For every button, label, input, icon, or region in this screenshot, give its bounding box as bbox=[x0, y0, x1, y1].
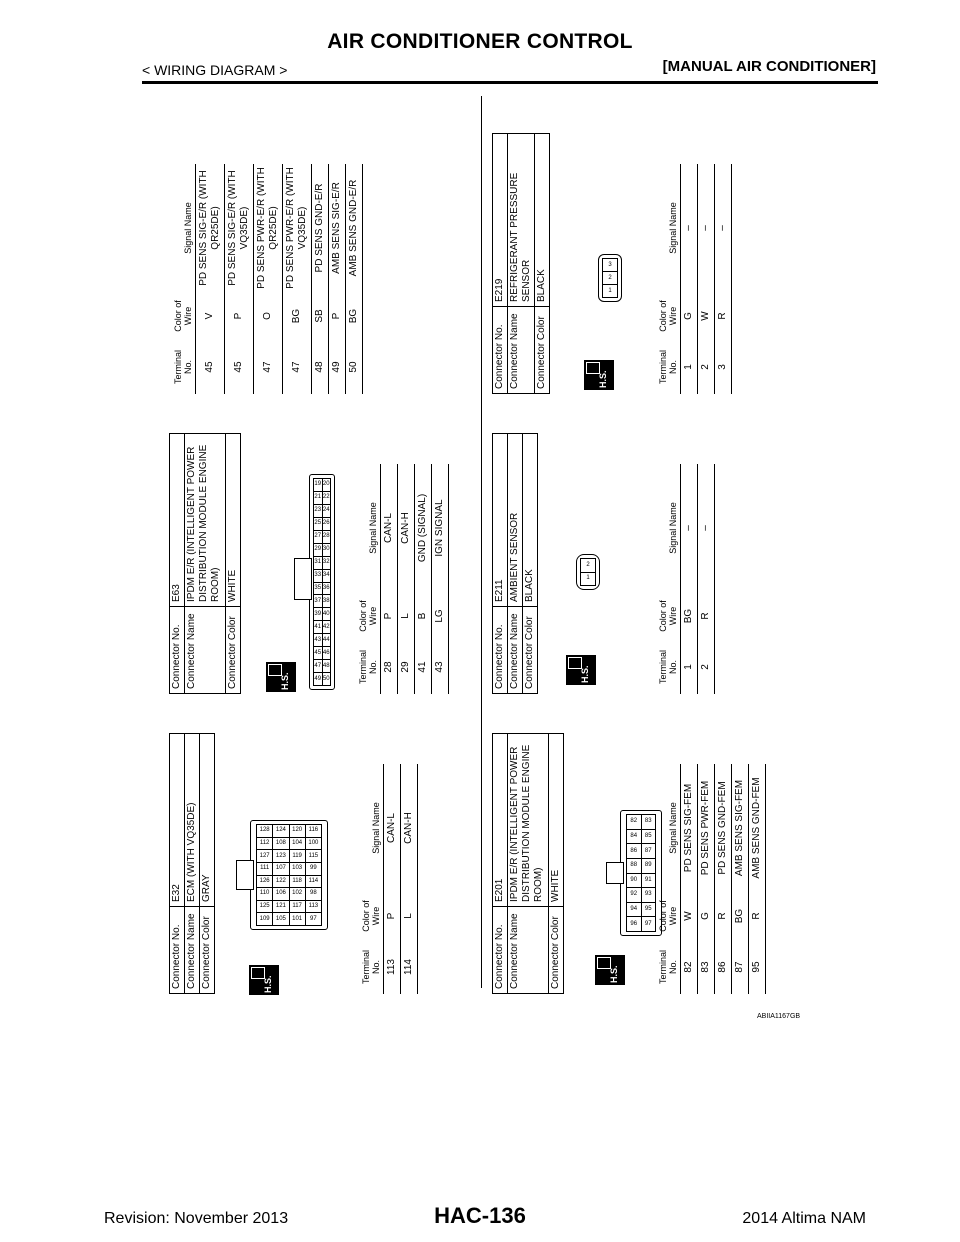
page-title: AIR CONDITIONER CONTROL bbox=[327, 30, 633, 53]
connector-pin: 21 bbox=[314, 492, 322, 504]
e211-color: BLACK bbox=[523, 434, 538, 607]
connector-pin: 109 bbox=[257, 913, 272, 925]
footer-revision: Revision: November 2013 bbox=[104, 1210, 289, 1227]
table-row bbox=[254, 164, 283, 394]
connector-pin: 111 bbox=[257, 863, 272, 875]
connector-pin: 36 bbox=[323, 583, 331, 595]
col-wire-color: Color of Wire bbox=[656, 292, 681, 340]
e201-name: IPDM E/R (INTELLIGENT POWER DISTRIBUTION MODULE ENGINE ROOM) bbox=[508, 734, 549, 907]
wire-color: R bbox=[749, 892, 766, 940]
connector-pin: 99 bbox=[306, 863, 321, 875]
connector-pin: 124 bbox=[273, 825, 288, 837]
connector-pin: 32 bbox=[323, 557, 331, 569]
e219-terminal-table bbox=[656, 164, 732, 394]
terminal-no: 47 bbox=[254, 340, 283, 394]
wire-color: R bbox=[715, 292, 732, 340]
label-connector-color: Connector Color bbox=[226, 607, 241, 694]
connector-pin: 117 bbox=[290, 901, 305, 913]
connector-pin: 44 bbox=[323, 634, 331, 646]
connector-pin: 105 bbox=[273, 913, 288, 925]
connector-pin: 24 bbox=[323, 505, 331, 517]
terminal-no: 28 bbox=[381, 640, 398, 694]
connector-pin: 125 bbox=[257, 901, 272, 913]
connector-pin: 93 bbox=[642, 888, 656, 902]
connector-pin: 33 bbox=[314, 570, 322, 582]
terminal-no: 1 bbox=[681, 640, 698, 694]
wire-color: P bbox=[381, 592, 398, 640]
connector-pin: 97 bbox=[642, 917, 656, 931]
col-signal-name: Signal Name bbox=[359, 764, 384, 892]
connector-pin: 50 bbox=[323, 673, 331, 685]
col-wire-color: Color of Wire bbox=[656, 892, 681, 940]
connector-pin: 85 bbox=[642, 830, 656, 844]
terminal-no: 2 bbox=[698, 640, 715, 694]
terminal-no: 48 bbox=[312, 340, 329, 394]
connector-pin: 128 bbox=[257, 825, 272, 837]
e32-no: E32 bbox=[170, 734, 185, 907]
wire-color: R bbox=[715, 892, 732, 940]
col-terminal-no: Terminal No. bbox=[359, 940, 384, 994]
col-wire-color: Color of Wire bbox=[171, 292, 196, 340]
harness-side-icon: H.S. bbox=[266, 662, 296, 692]
signal-name: AMB SENS SIG-FEM bbox=[732, 764, 749, 892]
table-row bbox=[283, 164, 312, 394]
col-terminal-no: Terminal No. bbox=[656, 340, 681, 394]
connector-pin: 120 bbox=[290, 825, 305, 837]
table-row bbox=[384, 764, 401, 994]
wire-color: L bbox=[401, 892, 418, 940]
connector-pin: 40 bbox=[323, 608, 331, 620]
table-row bbox=[398, 464, 415, 694]
signal-name: PD SENS GND-FEM bbox=[715, 764, 732, 892]
connector-pin: 127 bbox=[257, 850, 272, 862]
terminal-no: 86 bbox=[715, 940, 732, 994]
wire-color: R bbox=[698, 592, 715, 640]
e32-info-table bbox=[169, 733, 215, 994]
terminal-no: 1 bbox=[681, 340, 698, 394]
e211-terminal-table bbox=[656, 464, 715, 694]
connector-pin: 100 bbox=[306, 838, 321, 850]
wire-color: BG bbox=[681, 592, 698, 640]
table-row bbox=[196, 164, 225, 394]
connector-pin: 86 bbox=[627, 844, 641, 858]
table-row bbox=[681, 764, 698, 994]
table-row bbox=[698, 464, 715, 694]
e219-no: E219 bbox=[493, 134, 508, 307]
e219-name: REFRIGERANT PRESSURE SENSOR bbox=[508, 134, 535, 307]
e219-color: BLACK bbox=[535, 134, 550, 307]
label-connector-color: Connector Color bbox=[523, 607, 538, 694]
terminal-no: 45 bbox=[196, 340, 225, 394]
connector-pin: 102 bbox=[290, 888, 305, 900]
signal-name: PD SENS SIG-E/R (WITH VQ35DE) bbox=[225, 164, 254, 292]
terminal-no: 114 bbox=[401, 940, 418, 994]
connector-pin: 49 bbox=[314, 673, 322, 685]
connector-pin: 46 bbox=[323, 647, 331, 659]
terminal-no: 87 bbox=[732, 940, 749, 994]
connector-pin: 126 bbox=[257, 876, 272, 888]
col-signal-name: Signal Name bbox=[356, 464, 381, 592]
connector-pin: 23 bbox=[314, 505, 322, 517]
wire-color: B bbox=[415, 592, 432, 640]
e63-info-table bbox=[169, 433, 241, 694]
signal-name: – bbox=[698, 164, 715, 292]
connector-pin: 95 bbox=[642, 903, 656, 917]
connector-pin: 107 bbox=[273, 863, 288, 875]
col-wire-color: Color of Wire bbox=[656, 592, 681, 640]
terminal-no: 47 bbox=[283, 340, 312, 394]
wire-color: P bbox=[384, 892, 401, 940]
connector-pin: 116 bbox=[306, 825, 321, 837]
wire-color: W bbox=[698, 292, 715, 340]
connector-pin: 48 bbox=[323, 660, 331, 672]
label-connector-name: Connector Name bbox=[508, 607, 523, 694]
connector-pin: 2 bbox=[603, 272, 617, 284]
table-row bbox=[749, 764, 766, 994]
e201-color: WHITE bbox=[549, 734, 564, 907]
footer-page-number: HAC-136 bbox=[434, 1203, 526, 1228]
signal-name: PD SENS PWR-E/R (WITH VQ35DE) bbox=[283, 164, 312, 292]
harness-side-icon: H.S. bbox=[566, 655, 596, 685]
connector-pin: 103 bbox=[290, 863, 305, 875]
section-tag: [MANUAL AIR CONDITIONER] bbox=[662, 58, 876, 75]
signal-name: CAN-H bbox=[398, 464, 415, 592]
wire-color: BG bbox=[346, 292, 363, 340]
header-rule bbox=[142, 81, 878, 84]
connector-pin: 94 bbox=[627, 903, 641, 917]
connector-pin: 108 bbox=[273, 838, 288, 850]
connector-pin: 113 bbox=[306, 901, 321, 913]
col-signal-name: Signal Name bbox=[171, 164, 196, 292]
e63-connector-tab bbox=[294, 558, 312, 600]
section-label: < WIRING DIAGRAM > bbox=[142, 62, 288, 78]
harness-side-icon: H.S. bbox=[249, 965, 279, 995]
signal-name: – bbox=[715, 164, 732, 292]
connector-pin: 82 bbox=[627, 815, 641, 829]
harness-side-icon: H.S. bbox=[595, 955, 625, 985]
col-terminal-no: Terminal No. bbox=[656, 940, 681, 994]
e219-info-table bbox=[492, 133, 550, 394]
signal-name: CAN-H bbox=[401, 764, 418, 892]
e63-no: E63 bbox=[170, 434, 185, 607]
e201-info-table bbox=[492, 733, 564, 994]
terminal-no: 29 bbox=[398, 640, 415, 694]
connector-pin: 34 bbox=[323, 570, 331, 582]
table-row bbox=[401, 764, 418, 994]
e32-terminal-table bbox=[359, 764, 418, 994]
wire-color: W bbox=[681, 892, 698, 940]
signal-name: CAN-L bbox=[384, 764, 401, 892]
wire-color: V bbox=[196, 292, 225, 340]
connector-pin: 37 bbox=[314, 595, 322, 607]
e63-pin-grid bbox=[313, 478, 331, 686]
table-row bbox=[732, 764, 749, 994]
e32-connector-tab bbox=[236, 860, 254, 890]
connector-pin: 88 bbox=[627, 859, 641, 873]
table-row bbox=[715, 764, 732, 994]
connector-pin: 114 bbox=[306, 876, 321, 888]
e201-connector-tab bbox=[606, 862, 624, 884]
label-connector-no: Connector No. bbox=[170, 607, 185, 694]
connector-pin: 35 bbox=[314, 583, 322, 595]
col-signal-name: Signal Name bbox=[656, 164, 681, 292]
connector-pin: 122 bbox=[273, 876, 288, 888]
terminal-no: 82 bbox=[681, 940, 698, 994]
terminal-no: 113 bbox=[384, 940, 401, 994]
terminal-no: 49 bbox=[329, 340, 346, 394]
connector-pin: 2 bbox=[581, 559, 595, 572]
connector-pin: 98 bbox=[306, 888, 321, 900]
connector-pin: 28 bbox=[323, 531, 331, 543]
connector-pin: 29 bbox=[314, 544, 322, 556]
e201-pin-grid bbox=[626, 814, 656, 932]
e63-name: IPDM E/R (INTELLIGENT POWER DISTRIBUTION MODULE ENGINE ROOM) bbox=[185, 434, 226, 607]
connector-pin: 115 bbox=[306, 850, 321, 862]
e32-color: GRAY bbox=[200, 734, 215, 907]
label-connector-no: Connector No. bbox=[170, 907, 185, 994]
label-connector-no: Connector No. bbox=[493, 607, 508, 694]
connector-pin: 96 bbox=[627, 917, 641, 931]
terminal-no: 83 bbox=[698, 940, 715, 994]
wire-color: L bbox=[398, 592, 415, 640]
connector-pin: 119 bbox=[290, 850, 305, 862]
connector-pin: 1 bbox=[581, 573, 595, 586]
label-connector-no: Connector No. bbox=[493, 307, 508, 394]
signal-name: – bbox=[681, 164, 698, 292]
wire-color: BG bbox=[283, 292, 312, 340]
col-signal-name: Signal Name bbox=[656, 764, 681, 892]
wire-color: SB bbox=[312, 292, 329, 340]
e211-pin-grid bbox=[580, 558, 596, 586]
table-row bbox=[698, 764, 715, 994]
table-row bbox=[312, 164, 329, 394]
col-signal-name: Signal Name bbox=[656, 464, 681, 592]
table-row bbox=[329, 164, 346, 394]
terminal-no: 41 bbox=[415, 640, 432, 694]
signal-name: PD SENS GND-E/R bbox=[312, 164, 329, 292]
connector-pin: 27 bbox=[314, 531, 322, 543]
e211-info-table bbox=[492, 433, 538, 694]
table-row bbox=[681, 464, 698, 694]
signal-name: – bbox=[698, 464, 715, 592]
connector-pin: 118 bbox=[290, 876, 305, 888]
e201-no: E201 bbox=[493, 734, 508, 907]
e201-terminal-table bbox=[656, 764, 766, 994]
terminal-no: 3 bbox=[715, 340, 732, 394]
connector-pin: 104 bbox=[290, 838, 305, 850]
connector-pin: 121 bbox=[273, 901, 288, 913]
label-connector-name: Connector Name bbox=[185, 607, 226, 694]
signal-name: IGN SIGNAL bbox=[432, 464, 449, 592]
e219-pin-grid bbox=[602, 258, 618, 298]
table-row bbox=[715, 164, 732, 394]
table-row bbox=[381, 464, 398, 694]
col-wire-color: Color of Wire bbox=[356, 592, 381, 640]
e63-color: WHITE bbox=[226, 434, 241, 607]
column-divider bbox=[481, 96, 482, 988]
connector-pin: 30 bbox=[323, 544, 331, 556]
connector-pin: 43 bbox=[314, 634, 322, 646]
connector-pin: 92 bbox=[627, 888, 641, 902]
table-row bbox=[432, 464, 449, 694]
label-connector-color: Connector Color bbox=[549, 907, 564, 994]
connector-pin: 83 bbox=[642, 815, 656, 829]
col-wire-color: Color of Wire bbox=[359, 892, 384, 940]
connector-pin: 84 bbox=[627, 830, 641, 844]
connector-pin: 41 bbox=[314, 621, 322, 633]
connector-pin: 47 bbox=[314, 660, 322, 672]
wire-color: P bbox=[329, 292, 346, 340]
wire-color: P bbox=[225, 292, 254, 340]
connector-pin: 97 bbox=[306, 913, 321, 925]
e211-no: E211 bbox=[493, 434, 508, 607]
e63-terminal-table-continued bbox=[171, 164, 363, 394]
terminal-no: 2 bbox=[698, 340, 715, 394]
e32-name: ECM (WITH VQ35DE) bbox=[185, 734, 200, 907]
wire-color: O bbox=[254, 292, 283, 340]
connector-pin: 106 bbox=[273, 888, 288, 900]
signal-name: PD SENS SIG-E/R (WITH QR25DE) bbox=[196, 164, 225, 292]
label-connector-no: Connector No. bbox=[493, 907, 508, 994]
connector-pin: 31 bbox=[314, 557, 322, 569]
signal-name: – bbox=[681, 464, 698, 592]
connector-pin: 45 bbox=[314, 647, 322, 659]
connector-pin: 101 bbox=[290, 913, 305, 925]
connector-pin: 91 bbox=[642, 874, 656, 888]
wire-color: G bbox=[698, 892, 715, 940]
wire-color: G bbox=[681, 292, 698, 340]
connector-pin: 1 bbox=[603, 285, 617, 297]
connector-pin: 26 bbox=[323, 518, 331, 530]
footer-model: 2014 Altima NAM bbox=[742, 1210, 866, 1227]
terminal-no: 43 bbox=[432, 640, 449, 694]
connector-pin: 20 bbox=[323, 479, 331, 491]
wire-color: BG bbox=[732, 892, 749, 940]
connector-pin: 123 bbox=[273, 850, 288, 862]
terminal-no: 50 bbox=[346, 340, 363, 394]
connector-pin: 25 bbox=[314, 518, 322, 530]
label-connector-name: Connector Name bbox=[185, 907, 200, 994]
connector-pin: 90 bbox=[627, 874, 641, 888]
harness-side-icon: H.S. bbox=[584, 360, 614, 390]
wire-color: LG bbox=[432, 592, 449, 640]
connector-pin: 38 bbox=[323, 595, 331, 607]
table-row bbox=[225, 164, 254, 394]
col-terminal-no: Terminal No. bbox=[656, 640, 681, 694]
signal-name: AMB SENS GND-E/R bbox=[346, 164, 363, 292]
label-connector-name: Connector Name bbox=[508, 307, 535, 394]
label-connector-name: Connector Name bbox=[508, 907, 549, 994]
e32-pin-grid bbox=[256, 824, 322, 926]
label-connector-color: Connector Color bbox=[200, 907, 215, 994]
table-row bbox=[346, 164, 363, 394]
table-row bbox=[681, 164, 698, 394]
col-terminal-no: Terminal No. bbox=[171, 340, 196, 394]
signal-name: PD SENS PWR-FEM bbox=[698, 764, 715, 892]
col-terminal-no: Terminal No. bbox=[356, 640, 381, 694]
signal-name: AMB SENS SIG-E/R bbox=[329, 164, 346, 292]
connector-pin: 89 bbox=[642, 859, 656, 873]
terminal-no: 95 bbox=[749, 940, 766, 994]
connector-pin: 19 bbox=[314, 479, 322, 491]
e63-terminal-table bbox=[356, 464, 449, 694]
connector-pin: 3 bbox=[603, 259, 617, 271]
signal-name: PD SENS PWR-E/R (WITH QR25DE) bbox=[254, 164, 283, 292]
connector-pin: 42 bbox=[323, 621, 331, 633]
connector-pin: 87 bbox=[642, 844, 656, 858]
signal-name: GND (SIGNAL) bbox=[415, 464, 432, 592]
e211-name: AMBIENT SENSOR bbox=[508, 434, 523, 607]
figure-ref-code: ABIIA1167GB bbox=[757, 1013, 801, 1020]
signal-name: PD SENS SIG-FEM bbox=[681, 764, 698, 892]
signal-name: CAN-L bbox=[381, 464, 398, 592]
signal-name: AMB SENS GND-FEM bbox=[749, 764, 766, 892]
connector-pin: 22 bbox=[323, 492, 331, 504]
connector-pin: 110 bbox=[257, 888, 272, 900]
label-connector-color: Connector Color bbox=[535, 307, 550, 394]
connector-pin: 39 bbox=[314, 608, 322, 620]
connector-pin: 112 bbox=[257, 838, 272, 850]
terminal-no: 45 bbox=[225, 340, 254, 394]
table-row bbox=[415, 464, 432, 694]
table-row bbox=[698, 164, 715, 394]
